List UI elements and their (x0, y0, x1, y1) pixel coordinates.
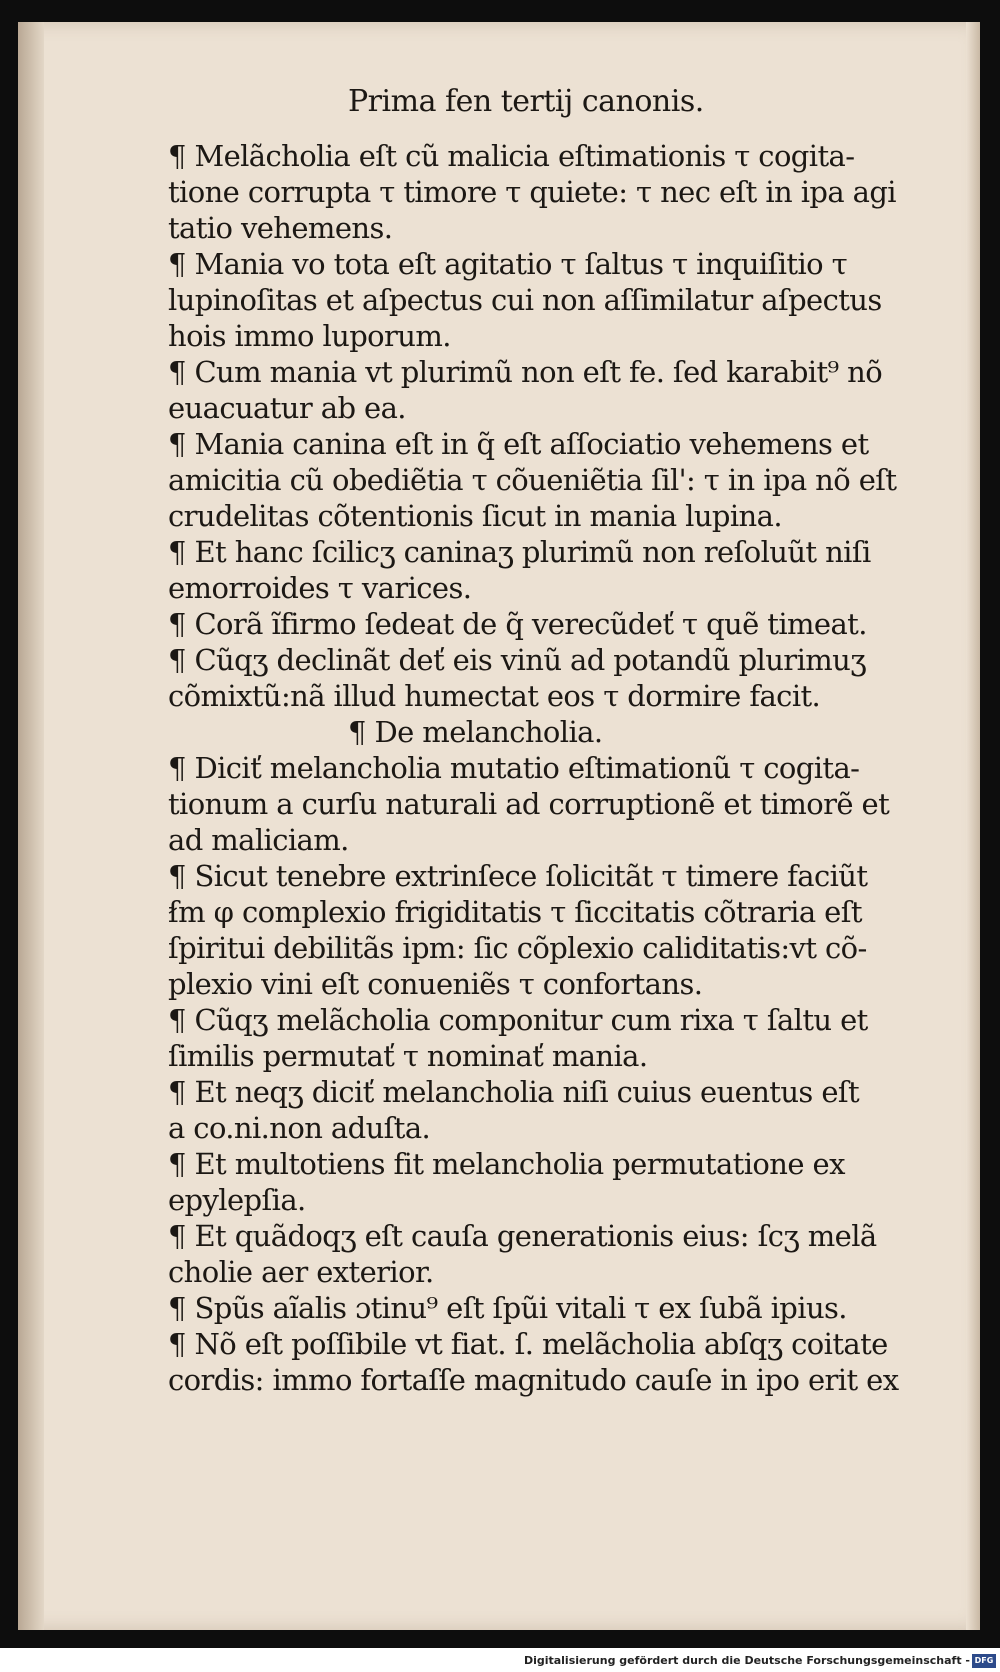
text-line: ¶ De melancholia. (348, 715, 603, 749)
text-line: ẜm φ complexio frigiditatis τ ſiccitatis cõtraria eſt (168, 895, 862, 929)
text-line: ¶ Cũqʒ melãcholia componitur cum rixa τ ſaltu et (168, 1003, 868, 1037)
text-line: tatio vehemens. (168, 211, 393, 245)
book-page (18, 22, 980, 1630)
text-line: ¶ Et neqʒ diciť melancholia niſi cuius euentus eſt (168, 1075, 860, 1109)
text-line: ¶ Mania canina eſt in q̃ eſt aſſociatio vehemens et (168, 427, 869, 461)
text-line: cõmixtũ:nã illud humectat eos τ dormire facit. (168, 679, 821, 713)
text-line: lupinoſitas et aſpectus cui non aſſimilatur aſpectus (168, 283, 882, 317)
text-line: ¶ Et multotiens fit melancholia permutatione ex (168, 1147, 845, 1181)
text-line: cordis: immo fortaſſe magnitudo cauſe in ipo erit ex (168, 1363, 899, 1397)
text-line: ¶ Cũqʒ declinãt deť eis vinũ ad potandũ plurimuʒ (168, 643, 866, 677)
text-line: ¶ Diciť melancholia mutatio eſtimationũ τ cogita- (168, 751, 860, 785)
text-line: epylepſia. (168, 1183, 306, 1217)
text-line: ¶ Nõ eſt poſſibile vt fiat. ſ. melãcholia abſqʒ coitate (168, 1327, 888, 1361)
text-line: plexio vini eſt conueniẽs τ confortans. (168, 967, 703, 1001)
dfg-logo: DFG (972, 1654, 996, 1668)
text-line: a co.ni.non aduſta. (168, 1111, 431, 1145)
text-line: crudelitas cõtentionis ſicut in mania lupina. (168, 499, 782, 533)
text-line: cholie aer exterior. (168, 1255, 434, 1289)
text-line: ſimilis permutať τ nominať mania. (168, 1039, 648, 1073)
text-line: ¶ Sicut tenebre extrinſece ſolicitãt τ timere faciũt (168, 859, 868, 893)
text-line: emorroides τ varices. (168, 571, 472, 605)
funding-credit: Digitalisierung gefördert durch die Deutsche Forschungsgemeinschaft - (523, 1654, 970, 1667)
text-line: amicitia cũ obediẽtia τ cõueniẽtia ſil': τ in ipa nõ eſt (168, 463, 897, 497)
text-line: ¶ Cum mania vt plurimũ non eſt fe. ſed karabit⁹ nõ (168, 355, 883, 389)
text-line: euacuatur ab ea. (168, 391, 406, 425)
text-line: ¶ Et hanc ſcilicʒ caninaʒ plurimũ non reſoluũt niſi (168, 535, 871, 569)
text-line: ¶ Melãcholia eſt cũ malicia eſtimationis τ cogita- (168, 139, 855, 173)
text-line: ſpiritui debilitãs ipm: ſic cõplexio caliditatis:vt cõ- (168, 931, 867, 965)
text-line: ad maliciam. (168, 823, 349, 857)
text-line: hois immo luporum. (168, 319, 451, 353)
text-line: ¶ Corã ĩfirmo ſedeat de q̃ verecũdeť τ quẽ timeat. (168, 607, 867, 641)
text-block (168, 138, 968, 1398)
text-line: tionum a curſu naturali ad corruptionẽ et timorẽ et (168, 787, 890, 821)
text-line: ¶ Mania vo tota eſt agitatio τ ſaltus τ inquiſitio τ (168, 247, 848, 281)
text-line: ¶ Et quãdoqʒ eſt cauſa generationis eius: ſcʒ melã (168, 1219, 877, 1253)
text-line: tione corrupta τ timore τ quiete: τ nec eſt in ipa agi (168, 175, 896, 209)
text-line: ¶ Spũs aĩalis ɔtinu⁹ eſt ſpũi vitali τ ex ſubã ipius. (168, 1291, 847, 1325)
running-head: Prima fen tertij canonis. (348, 84, 704, 119)
footer (0, 1652, 1000, 1672)
